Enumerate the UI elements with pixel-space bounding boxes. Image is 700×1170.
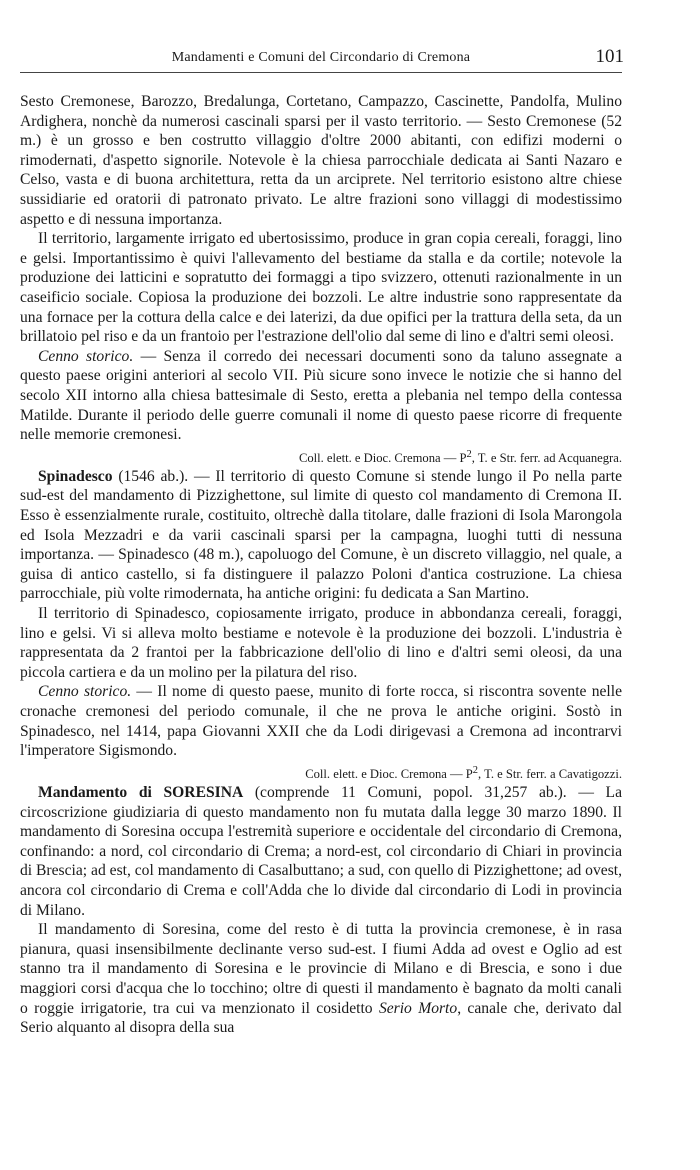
sesto-paragraph-2: Il territorio, largamente irrigato ed ubertosissimo, produce in gran copia cereali, foraggi, lino e gelsi. Importantissimo è quivi l'allevamento del bestiame da stalla e da cortile; notevole la produzione dei latticini e sopratutto dei formaggi a tipo svizzero, ottenuti razionalmente in un caseificio sociale. Copiosa la produzione dei bozzoli. Le altre industrie sono rappresentate da una fornace per la cottura della calce e dei laterizi, da due opifici per la trattura della seta, da un brillatoio pel riso e da un frantoio per l'estrazione dell'olio dal seme di lino e d'altri semi oleosi. — [20, 230, 622, 346]
sesto-ref-pre: Coll. elett. e Dioc. Cremona — P — [298, 450, 467, 465]
serio-morto-name: Serio Morto — [378, 999, 458, 1017]
soresina-paragraph-2-post: , canale che, derivato dal Serio alquanto al disopra della sua — [20, 999, 622, 1037]
sesto-ref-post: , T. e Str. ferr. ad Acquanegra. — [471, 450, 622, 465]
spinadesco-ref-sup: 2 — [472, 764, 479, 776]
spinadesco-reference-line — [20, 761, 622, 783]
spinadesco-historical-text: — Il nome di questo paese, munito di forte rocca, si riscontra sovente nelle cronache cremonesi del periodo comunale, il che ne prova le antiche origini. Sostò in Spinadesco, nel 1414, papa Giovanni XXII che da Lodi dirigevasi a Cremona ad incontrarvi l'imperatore Sigismondo. — [20, 683, 622, 760]
soresina-paragraph-1 — [20, 783, 622, 920]
soresina-paragraph-2 — [20, 920, 622, 1038]
sesto-paragraph-3 — [20, 347, 622, 445]
spinadesco-paragraph-1-text: (1546 ab.). — Il territorio di questo Comune si stende lungo il Po nella parte sud-est del mandamento di Pizzighettone, sul limite di questo col mandamento di Cremona II. Esso è essenzialmente rurale, costituito, oltrechè dalla titolare, dalle frazioni di Isola Marongola ed Isola Mezzadri e da varii cascinali sparsi per la campagna, luoghi tutti di nessuna importanza. — Spinadesco (48 m.), capoluogo del Comune, è un discreto villaggio, nel quale, a guisa di antico castello, si fa distinguere il palazzo Poloni d'antica costruzione. La chiesa parrocchiale, più volte rimodernata, ha antiche origini: fu dedicata a San Martino. — [20, 467, 622, 603]
sesto-historical-label: Cenno storico. — [38, 347, 134, 365]
body-text — [20, 92, 622, 1038]
spinadesco-ref-post: , T. e Str. ferr. a Cavatigozzi. — [478, 766, 622, 781]
sesto-reference-line — [20, 445, 622, 467]
sesto-ref-sup: 2 — [466, 448, 472, 460]
spinadesco-paragraph-1 — [20, 467, 622, 604]
sesto-historical-text: — Senza il corredo dei necessari documenti sono da taluno assegnate a questo paese origini anteriori al secolo VII. Più sicure sono invece le notizie che si hanno del secolo XII intorno alla chiesa battesimale di Sesto, eretta a plebania nel tempo della contessa Matilde. Durante il periodo delle guerre comunali il nome di questo paese ricorre di frequente nelle memorie cremonesi. — [20, 347, 623, 444]
spinadesco-ref-pre: Coll. elett. e Dioc. Cremona — P — [305, 766, 473, 781]
header-title: Mandamenti e Comuni del Circondario di Cremona — [171, 50, 471, 65]
spinadesco-entry-name: Spinadesco — [38, 467, 113, 485]
soresina-paragraph-1-text: (comprende 11 Comuni, popol. 31,257 ab.). — La circoscrizione giudiziaria di questo mandamento non fu mutata dalla legge 30 marzo 1890. Il mandamento di Soresina occupa l'estremità superiore e occidentale del circondario di Cremona, confinando: a nord, col circondario di Crema; a nord-est, col circondario di Chiari in provincia di Brescia; ad est, col mandamento di Casalbuttano; a sud, con quello di Pizzighettone; ad ovest, ancora col circondario di Crema e coll'Adda che lo divide dal circondario di Lodi in provincia di Milano. — [20, 783, 622, 919]
spinadesco-paragraph-2: Il territorio di Spinadesco, copiosamente irrigato, produce in abbondanza cereali, foraggi, lino e gelsi. Vi si alleva molto bestiame e notevole è la produzione dei bozzoli. L'industria è rappresentata da 2 frantoi per la fabbricazione dell'olio di lino e d'altri semi oleosi, da una piccola cartiera e da un molino per la pilatura del riso. — [20, 605, 622, 681]
spinadesco-historical-label: Cenno storico. — [38, 683, 132, 701]
spinadesco-paragraph-3 — [20, 682, 622, 760]
page-number: 101 — [595, 46, 624, 67]
soresina-heading: Mandamento di SORESINA — [38, 783, 244, 801]
running-header — [20, 46, 622, 73]
soresina-paragraph-2-pre: Il mandamento di Soresina, come del resto è di tutta la provincia cremonese, è in rasa pianura, quasi insensibilmente declinante verso sud-est. I fiumi Adda ad ovest e Oglio ad est stanno tra il mandamento di Soresina e le provincie di Milano e di Brescia, e sono i due maggiori corsi d'acqua che lo tocchino; oltre di questi il mandamento è bagnato da molti canali o roggie irrigatorie, tra cui va menzionato il cosidetto — [20, 921, 622, 1017]
sesto-paragraph-1: Sesto Cremonese, Barozzo, Bredalunga, Cortetano, Campazzo, Cascinette, Pandolfa, Mulino Ardighera, nonchè da numerosi cascinali sparsi per il vasto territorio. — Sesto Cremonese (52 m.) è un grosso e ben costrutto villaggio d'oltre 2000 abitanti, con edifizi moderni o rimodernati, d'aspetto signorile. Notevole è la chiesa parrocchiale dedicata ai Santi Nazaro e Celso, vasta e di buona architettura, retta da un arciprete. Nel territorio esistono altre chiese sussidiarie ed oratorii di patronato privato. Le altre frazioni sono villaggi di modestissimo aspetto e di nessuna importanza. — [20, 93, 622, 228]
